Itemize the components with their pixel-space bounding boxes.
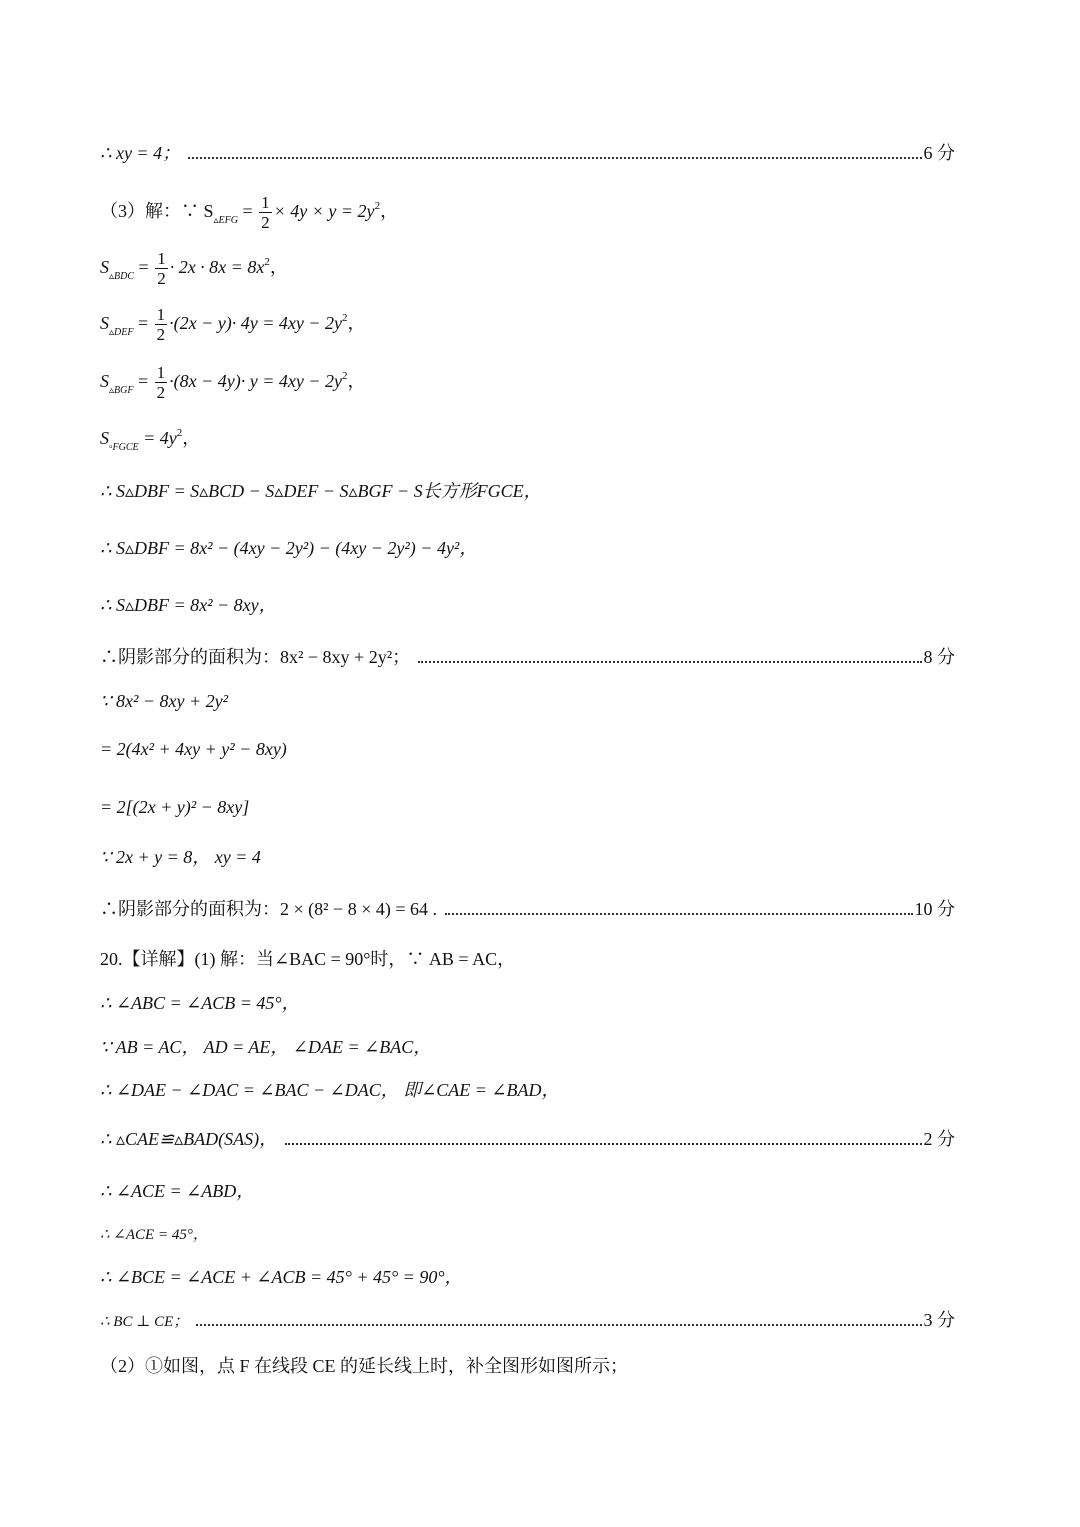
equation-rest: ·(8x − 4y)· y = 4xy − 2y: [169, 371, 342, 391]
solution-line-3: $S_{▵BDC}$ = $\frac{1}{2}$ · $2x \cdot 8x = 8x^2$，: [100, 249, 288, 289]
solution-line-18: ∵ AB = AC， AD = AE， ∠DAE = ∠BAC，: [100, 1037, 432, 1057]
equation-text: ∴ xy = 4；: [100, 143, 181, 163]
dotted-leader: [196, 1324, 921, 1326]
solution-line-14: ∵ 2x + y = 8， xy = 4: [100, 847, 261, 867]
dotted-leader: [445, 913, 913, 915]
equation-rest: = 4y: [143, 428, 177, 448]
dotted-leader: [285, 1143, 921, 1145]
equation-rest: × 4y × y = 2y: [273, 201, 375, 221]
equation-rest: · 2x · 8x = 8x: [169, 257, 265, 277]
dotted-leader: [188, 157, 921, 159]
solution-line-10: [100, 646, 955, 668]
score-label: 8 分: [923, 647, 955, 667]
solution-line-8: ∴ S▵DBF = 8x² − (4xy − 2y²) − (4xy − 2y²) − 4y²，: [100, 538, 478, 558]
subscript: ▵BDC: [109, 271, 135, 282]
solution-line-24: [100, 1309, 955, 1333]
solution-line-1: [100, 142, 955, 164]
equation-rest: ·(2x − y)· 4y = 4xy − 2y: [169, 313, 342, 333]
solution-line-15: [100, 898, 955, 920]
equation-prefix: （3）解：∵ S: [100, 201, 214, 221]
score-label: 3 分: [923, 1310, 955, 1330]
subscript: ▵EFG: [213, 215, 238, 226]
fraction: $\frac{1}{2}$: [156, 305, 166, 345]
solution-line-21: ∴ ∠ACE = ∠ABD，: [100, 1181, 255, 1201]
equation-text: ∴ ▵CAE≌▵BAD(SAS)，: [100, 1129, 278, 1149]
fraction: $\frac{1}{2}$: [156, 363, 166, 403]
solution-line-12: = 2(4x² + 4xy + y² − 8xy): [100, 739, 287, 759]
subscript: ▵BGF: [109, 385, 134, 396]
part-2-heading: （2）①如图，点 F 在线段 CE 的延长线上时，补全图形如图所示；: [100, 1356, 629, 1376]
equation-text: ∴阴影部分的面积为：8x² − 8xy + 2y²；: [100, 647, 411, 667]
solution-line-19: ∴ ∠DAE − ∠DAC = ∠BAC − ∠DAC， 即∠CAE = ∠BAD，: [100, 1080, 560, 1100]
solution-line-22: ∴ ∠ACE = 45°，: [100, 1227, 208, 1243]
solution-line-17: ∴ ∠ABC = ∠ACB = 45°，: [100, 993, 300, 1013]
subscript: ▵DEF: [109, 327, 134, 338]
solution-line-9: ∴ S▵DBF = 8x² − 8xy，: [100, 595, 277, 615]
score-label: 2 分: [923, 1129, 955, 1149]
solution-line-13: = 2[(2x + y)² − 8xy]: [100, 797, 250, 817]
equation-text: ∴ BC ⊥ CE；: [100, 1314, 189, 1330]
score-label: 6 分: [923, 143, 955, 163]
solution-line-23: ∴ ∠BCE = ∠ACE + ∠ACB = 45° + 45° = 90°，: [100, 1267, 463, 1287]
subscript: ▫FGCE: [109, 442, 139, 453]
fraction: $\frac{1}{2}$: [157, 249, 166, 289]
solution-line-11: ∵ 8x² − 8xy + 2y²: [100, 691, 228, 711]
solution-line-5: $S_{▵BGF}$ = $\frac{1}{2}$ $\cdot(8x - 4y)\cdot y = 4xy - 2y^2$，: [100, 363, 366, 403]
score-label: 10 分: [914, 899, 955, 919]
solution-line-7: ∴ S▵DBF = S▵BCD − S▵DEF − S▵BGF − S长方形FGCE，: [100, 481, 542, 501]
equation-text: ∴阴影部分的面积为：2 × (8² − 8 × 4) = 64 .: [100, 899, 437, 919]
dotted-leader: [418, 661, 921, 663]
solution-line-6: $S_{▫FGCE} = 4y^2$，: [100, 427, 201, 453]
fraction: $\frac{1}{2}$: [261, 193, 270, 233]
problem-20-heading: 20.【详解】(1) 解：当∠BAC = 90°时，∵ AB = AC，: [100, 949, 516, 969]
solution-line-20: [100, 1128, 955, 1150]
solution-line-2: （3）解：∵ $S_{▵EFG}$ = $\frac{1}{2}$ × $4y \times y = 2y^2$，: [100, 193, 399, 233]
solution-line-4: $S_{▵DEF}$ = $\frac{1}{2}$ $\cdot(2x - y)\cdot 4y = 4xy - 2y^2$，: [100, 305, 366, 345]
